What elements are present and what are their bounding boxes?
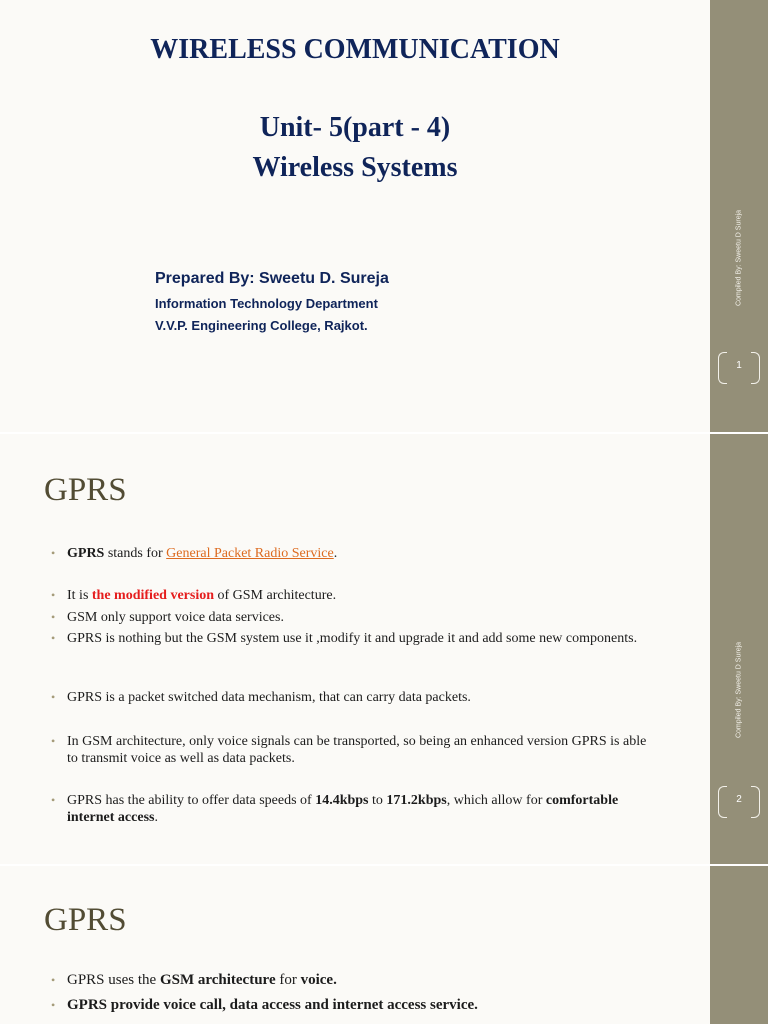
page-number <box>716 350 762 386</box>
bullet-item: • In GSM architecture, only voice signals can be transported, so being an enhanced version GPRS is able to transmit voice as well as data packets. <box>51 733 651 767</box>
page-number <box>716 784 762 820</box>
bullet-item: • GPRS is nothing but the GSM system use it ,modify it and upgrade it and add some new components. <box>51 630 651 647</box>
bullet-item: • GPRS uses the GSM architecture for voice. <box>51 972 651 989</box>
bullet-item: • GPRS provide voice call, data access and internet access service. <box>51 997 651 1014</box>
sidebar-credit: Compiled By: Sweetu D Sureja <box>735 641 743 739</box>
department: Information Technology Department <box>155 296 378 311</box>
slide-sidebar <box>710 866 768 1024</box>
slide-sidebar <box>710 0 768 432</box>
slide-sidebar <box>710 434 768 864</box>
bullet-item: • GPRS has the ability to offer data speeds of 14.4kbps to 171.2kbps, which allow for comfortable internet access. <box>51 792 651 826</box>
slide-unit-heading: Unit- 5(part - 4) <box>259 112 451 143</box>
gprs-link[interactable]: General Packet Radio Service <box>166 546 334 561</box>
slide-heading: GPRS <box>44 902 127 938</box>
slide-heading: GPRS <box>44 472 127 508</box>
prepared-by: Prepared By: Sweetu D. Sureja <box>155 270 389 287</box>
slide-gprs-2 <box>0 866 768 1024</box>
bullet-item: • GPRS stands for General Packet Radio Service. <box>51 545 651 562</box>
slide-title <box>0 0 768 432</box>
college: V.V.P. Engineering College, Rajkot. <box>155 318 368 333</box>
page-number-value: 2 <box>736 794 742 805</box>
slide-title-heading: WIRELESS COMMUNICATION <box>150 34 560 65</box>
slide-gprs-1 <box>0 434 768 864</box>
bullet-item: • GPRS is a packet switched data mechanism, that can carry data packets. <box>51 689 651 706</box>
bullet-item: • GSM only support voice data services. <box>51 609 651 626</box>
bullet-item: • It is the modified version of GSM architecture. <box>51 587 651 604</box>
slide-subtitle: Wireless Systems <box>252 152 458 183</box>
page-number-value: 1 <box>736 360 742 371</box>
sidebar-credit: Compiled By: Sweetu D Sureja <box>735 209 743 307</box>
